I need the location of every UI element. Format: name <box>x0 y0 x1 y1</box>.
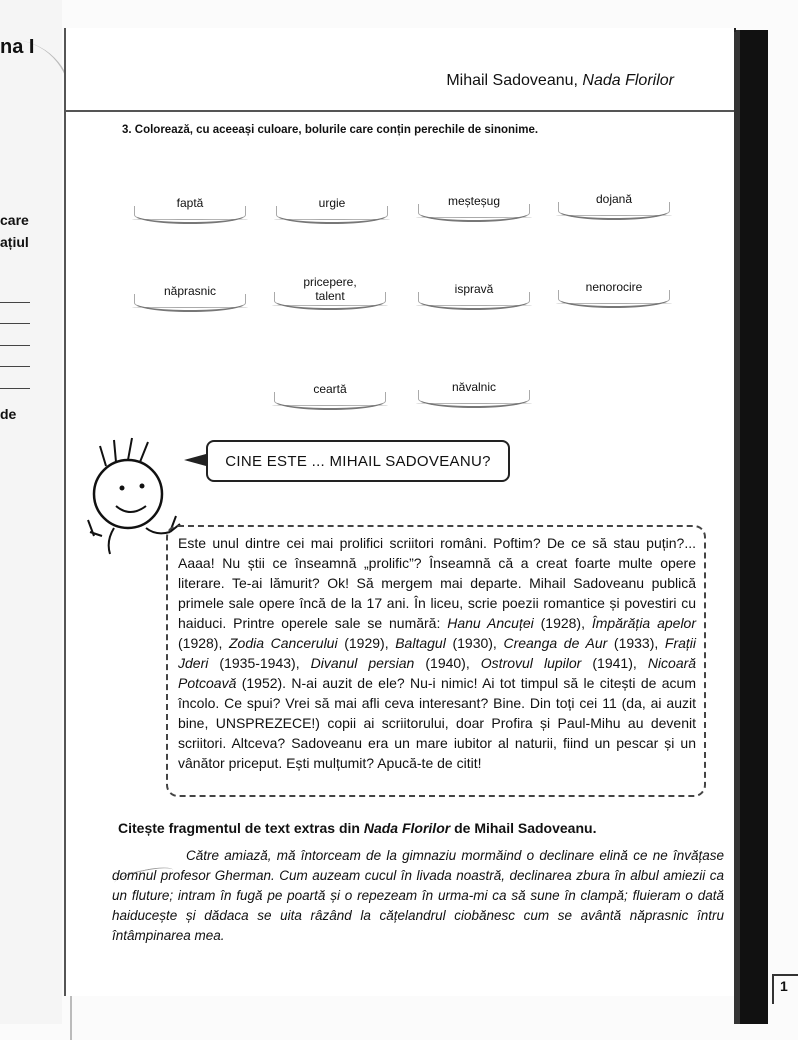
left-page-line <box>0 366 30 367</box>
text-fragment: Către amiază, mă întorceam de la gimnaziu mormăind o declinare elină ce ne învățase domnul profesor Gherman. Cum auzeam cucul în livada noastră, declinarea zbura în albul amiezii ca un fluture; intram în fugă pe poartă și o repezeam în urma-mi ca să sune în clampă; fluieram o dată haiducește și dădaca se uita râzând la cățelandrul ciobănesc cum se avântă năprasnic întru întâmpinarea mea. <box>112 848 724 943</box>
bowl-label: nenorocire <box>585 280 643 294</box>
work-year: (1928), <box>540 615 585 631</box>
bowl[interactable] <box>274 182 390 224</box>
book-edge <box>734 30 768 1024</box>
bowl[interactable] <box>556 178 672 220</box>
work-title: Ostrovul lupilor <box>480 655 582 671</box>
left-page-fragment: care <box>0 212 29 228</box>
page-header <box>66 38 734 112</box>
header-text <box>446 72 674 90</box>
exercise-instruction: 3. Colorează, cu aceeași culoare, bolurile care conțin perechile de sinonime. <box>122 124 539 136</box>
bowl-label: năvalnic <box>451 380 497 394</box>
page-number: 1 <box>772 974 798 1004</box>
speech-bubble-tail <box>184 454 206 466</box>
work-year: (1929), <box>344 635 389 651</box>
left-page-fragment: ațiul <box>0 234 29 250</box>
work-year: (1941), <box>592 655 637 671</box>
reading-heading-title: Nada Florilor <box>363 820 451 836</box>
bowl[interactable] <box>132 270 248 312</box>
bowl-label: urgie <box>318 196 346 210</box>
bowl-label: năprasnic <box>163 284 217 298</box>
work-title: Zodia Cancerului <box>229 635 338 651</box>
work-year: (1930), <box>452 635 497 651</box>
work-title: Hanu Ancuței <box>447 615 534 631</box>
bowl-label: pricepere, talent <box>303 275 357 303</box>
work-title: Frații Jderi <box>178 635 697 671</box>
main-page <box>64 28 788 996</box>
bowl-label: faptă <box>176 196 204 210</box>
work-year: (1940), <box>425 655 470 671</box>
header-author: Mihail Sadoveanu, <box>446 72 578 89</box>
left-page-edge <box>0 0 62 1024</box>
bowl-label: dojană <box>595 192 633 206</box>
work-title: Creanga de Aur <box>503 635 608 651</box>
speech-bubble-text: CINE ESTE ... MIHAIL SADOVEANU? <box>225 452 491 470</box>
left-page-fragment: na I <box>0 36 35 58</box>
reading-heading <box>118 820 596 836</box>
author-bio-box <box>166 525 706 797</box>
bowl[interactable] <box>416 366 532 408</box>
page-curve <box>0 40 72 1040</box>
reading-heading-text: Citește fragmentul de text extras din <box>118 820 360 836</box>
work-year: (1935-1943), <box>219 655 300 671</box>
left-page-line <box>0 388 30 389</box>
bowl[interactable] <box>272 368 388 410</box>
work-title: Divanul persian <box>310 655 415 671</box>
left-page-line <box>0 323 30 324</box>
work-title: Împărăția apelor <box>591 615 697 631</box>
bowl[interactable] <box>132 182 248 224</box>
bowl-label: meșteșug <box>447 194 501 208</box>
speech-bubble <box>206 440 510 482</box>
work-year: (1933), <box>613 635 659 651</box>
bowl[interactable] <box>556 266 672 308</box>
reading-heading-text: de Mihail Sadoveanu. <box>454 820 597 836</box>
left-page-line <box>0 345 30 346</box>
work-year: (1928), <box>178 635 223 651</box>
bowl-label: ceartă <box>313 382 347 396</box>
header-title: Nada Florilor <box>582 72 674 89</box>
bowl[interactable] <box>416 268 532 310</box>
bio-text: (1952). N-ai auzit de ele? Nu-i nimic! Ai tot timpul să le citești de acum încolo. Ce spui? Vrei să mai afli ceva interesant? Bine. Din toți cei 11 (da, ai auzit bine, UNSPREZECE!) copii ai scriitorului, doar Profira și Paul-Mihu au devenit scriitori. Altceva? Sadoveanu era un mare iubitor al naturii, fiind un pescar și un vânător priceput. Ești mulțumit? Apucă-te de citit! <box>178 675 696 771</box>
left-page-fragment: de <box>0 406 17 422</box>
work-title: Baltagul <box>395 635 446 651</box>
bowl[interactable] <box>416 180 532 222</box>
left-page-line <box>0 302 30 303</box>
bio-text: Este unul dintre cei mai prolifici scriitori români. Poftim? De ce să stau puțin?... Aaaa! Nu știi ce înseamnă „prolific”? Înseamnă că a creat foarte multe opere literare. Te-ai lămurit? Ok! Să mergem mai departe. Mihail Sadoveanu publică primele sale opere încă de la 17 ani. În liceu, scrie poezii romantice și povestiri cu haiduci. Printre operele sale se numără: <box>178 535 696 631</box>
bowl-label: ispravă <box>454 282 494 296</box>
bowl[interactable] <box>272 268 388 310</box>
work-title: Nicoară Potcoavă <box>178 655 697 691</box>
